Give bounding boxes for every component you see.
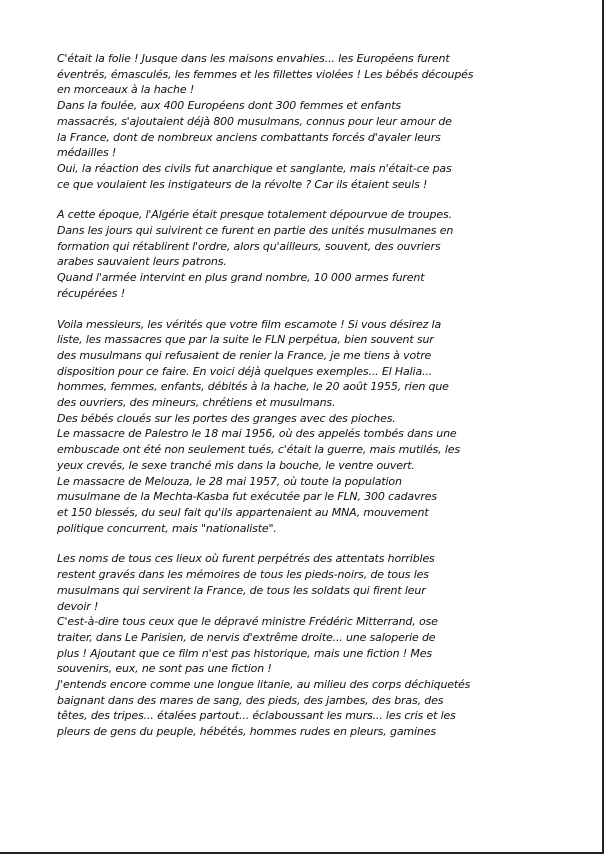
- text-line: devoir !: [57, 599, 99, 613]
- text-line: Des bébés cloués sur les portes des granges avec des pioches.: [57, 411, 396, 425]
- text-line: Le massacre de Melouza, le 28 mai 1957, où toute la population: [57, 474, 402, 488]
- paragraph: [57, 51, 547, 192]
- text-line: souvenirs, eux, ne sont pas une fiction !: [57, 662, 272, 676]
- paragraph-gap: [57, 536, 547, 551]
- text-line: pleurs de gens du peuple, hébétés, hommes rudes en pleurs, gamines: [57, 725, 436, 739]
- text-line: récupérées !: [57, 286, 125, 300]
- paragraph: [57, 317, 547, 537]
- text-line: Les noms de tous ces lieux où furent perpétrés des attentats horribles: [57, 552, 435, 566]
- text-line: la France, dont de nombreux anciens combattants forcés d'avaler leurs: [57, 130, 441, 144]
- text-line: et 150 blessés, du seul fait qu'ils appartenaient au MNA, mouvement: [57, 505, 429, 519]
- text-line: des ouvriers, des mineurs, chrétiens et musulmans.: [57, 396, 336, 410]
- text-line: C'était la folie ! Jusque dans les maisons envahies... les Européens furent: [57, 52, 450, 65]
- text-line: éventrés, émasculés, les femmes et les fillettes violées ! Les bébés découpés: [57, 67, 474, 81]
- paragraph: [57, 207, 547, 301]
- paragraph-gap: [57, 302, 547, 317]
- text-line: C'est-à-dire tous ceux que le dépravé ministre Frédéric Mitterrand, ose: [57, 615, 438, 629]
- text-line: arabes sauvaient leurs patrons.: [57, 255, 227, 269]
- text-line: Quand l'armée intervint en plus grand nombre, 10 000 armes furent: [57, 271, 425, 285]
- text-line: Dans les jours qui suivirent ce furent en partie des unités musulmanes en: [57, 224, 454, 238]
- text-line: Le massacre de Palestro le 18 mai 1956, où des appelés tombés dans une: [57, 427, 457, 441]
- text-line: médailles !: [57, 146, 117, 160]
- text-line: musulmane de la Mechta-Kasba fut exécutée par le FLN, 300 cadavres: [57, 490, 437, 504]
- text-line: restent gravés dans les mémoires de tous les pieds-noirs, de tous les: [57, 568, 429, 582]
- text-line: traiter, dans Le Parisien, de nervis d'extrême droite... une saloperie de: [57, 630, 436, 644]
- text-line: disposition pour ce faire. En voici déjà quelques exemples... El Halia...: [57, 364, 433, 378]
- text-line: Oui, la réaction des civils fut anarchique et sanglante, mais n'était-ce pas: [57, 161, 452, 175]
- paragraph: [57, 551, 547, 739]
- text-line: têtes, des tripes... étalées partout... éclaboussant les murs... les cris et les: [57, 709, 456, 723]
- text-line: Voila messieurs, les vérités que votre film escamote ! Si vous désirez la: [57, 317, 442, 331]
- document-body: [57, 51, 547, 740]
- text-line: politique concurrent, mais "nationaliste".: [57, 521, 277, 535]
- text-line: plus ! Ajoutant que ce film n'est pas historique, mais une fiction ! Mes: [57, 646, 432, 660]
- text-line: J'entends encore comme une longue litanie, au milieu des corps déchiquetés: [57, 678, 471, 692]
- text-line: A cette époque, l'Algérie était presque totalement dépourvue de troupes.: [57, 208, 452, 222]
- text-line: musulmans qui servirent la France, de tous les soldats qui firent leur: [57, 583, 426, 597]
- text-line: hommes, femmes, enfants, débités à la hache, le 20 août 1955, rien que: [57, 380, 449, 394]
- text-line: liste, les massacres que par la suite le FLN perpétua, bien souvent sur: [57, 333, 434, 347]
- text-line: formation qui rétablirent l'ordre, alors qu'ailleurs, souvent, des ouvriers: [57, 239, 441, 253]
- text-line: embuscade ont été non seulement tués, c'était la guerre, mais mutilés, les: [57, 443, 460, 457]
- text-line: Dans la foulée, aux 400 Européens dont 300 femmes et enfants: [57, 99, 401, 113]
- paragraph-gap: [57, 192, 547, 207]
- text-line: massacrés, s'ajoutaient déjà 800 musulmans, connus pour leur amour de: [57, 114, 452, 128]
- text-line: baignant dans des mares de sang, des pieds, des jambes, des bras, des: [57, 693, 444, 707]
- text-line: en morceaux à la hache !: [57, 83, 195, 97]
- text-line: ce que voulaient les instigateurs de la révolte ? Car ils étaient seuls !: [57, 177, 428, 191]
- text-line: yeux crevés, le sexe tranché mis dans la bouche, le ventre ouvert.: [57, 458, 415, 472]
- text-line: des musulmans qui refusaient de renier la France, je me tiens à votre: [57, 348, 432, 362]
